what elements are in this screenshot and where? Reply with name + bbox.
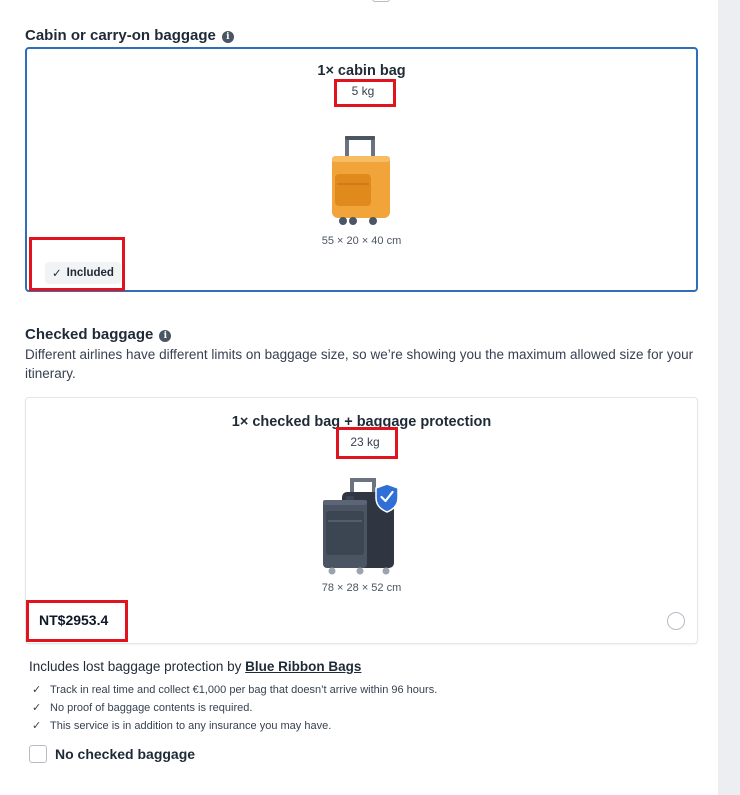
info-icon[interactable]: i xyxy=(159,330,171,342)
checked-title-text: Checked baggage xyxy=(25,326,154,343)
checked-section-title xyxy=(25,326,171,343)
protected-suitcase-icon xyxy=(320,476,400,576)
info-icon[interactable]: i xyxy=(222,31,234,43)
blue-ribbon-bags-link[interactable]: Blue Ribbon Bags xyxy=(245,659,362,674)
checked-bag-title: 1× checked bag + baggage protection xyxy=(231,414,492,430)
orange-suitcase-icon xyxy=(327,134,397,226)
cabin-bag-title: 1× cabin bag xyxy=(317,63,406,79)
top-checkbox[interactable] xyxy=(372,0,390,2)
no-checked-baggage-label: No checked baggage xyxy=(55,746,196,762)
check-icon: ✓ xyxy=(32,684,42,696)
checked-bag-price: NT$2953.4 xyxy=(39,612,109,628)
cabin-section-title xyxy=(25,27,234,44)
protection-bullets xyxy=(32,683,437,737)
cabin-title-text: Cabin or carry-on baggage xyxy=(25,27,216,44)
check-icon: ✓ xyxy=(52,268,62,280)
checked-bag-card[interactable] xyxy=(25,397,698,644)
protection-prefix: Includes lost baggage protection by xyxy=(29,659,242,674)
check-icon: ✓ xyxy=(32,720,42,732)
checked-description: Different airlines have different limits on baggage size, so we’re showing you the maximum allowed size for your itinerary. xyxy=(25,347,694,381)
included-badge xyxy=(45,262,121,284)
bullet-text: No proof of baggage contents is required. xyxy=(50,702,253,714)
checked-bag-weight: 23 kg xyxy=(350,435,380,449)
list-item xyxy=(32,683,437,701)
list-item xyxy=(32,701,437,719)
bullet-text: Track in real time and collect €1,000 per bag that doesn’t arrive within 96 hours. xyxy=(50,684,438,696)
bullet-text: This service is in addition to any insurance you may have. xyxy=(50,720,332,732)
no-checked-baggage-option[interactable] xyxy=(29,745,195,763)
checked-bag-dimensions: 78 × 28 × 52 cm xyxy=(321,582,402,594)
cabin-bag-dimensions: 55 × 20 × 40 cm xyxy=(321,235,402,247)
checked-bag-radio[interactable] xyxy=(667,612,685,630)
protection-title xyxy=(29,659,361,674)
cabin-bag-weight: 5 kg xyxy=(351,84,375,98)
no-checked-baggage-checkbox[interactable] xyxy=(29,745,47,763)
cabin-bag-card[interactable] xyxy=(25,47,698,292)
check-icon: ✓ xyxy=(32,702,42,714)
list-item xyxy=(32,719,437,737)
included-label: Included xyxy=(66,267,114,279)
